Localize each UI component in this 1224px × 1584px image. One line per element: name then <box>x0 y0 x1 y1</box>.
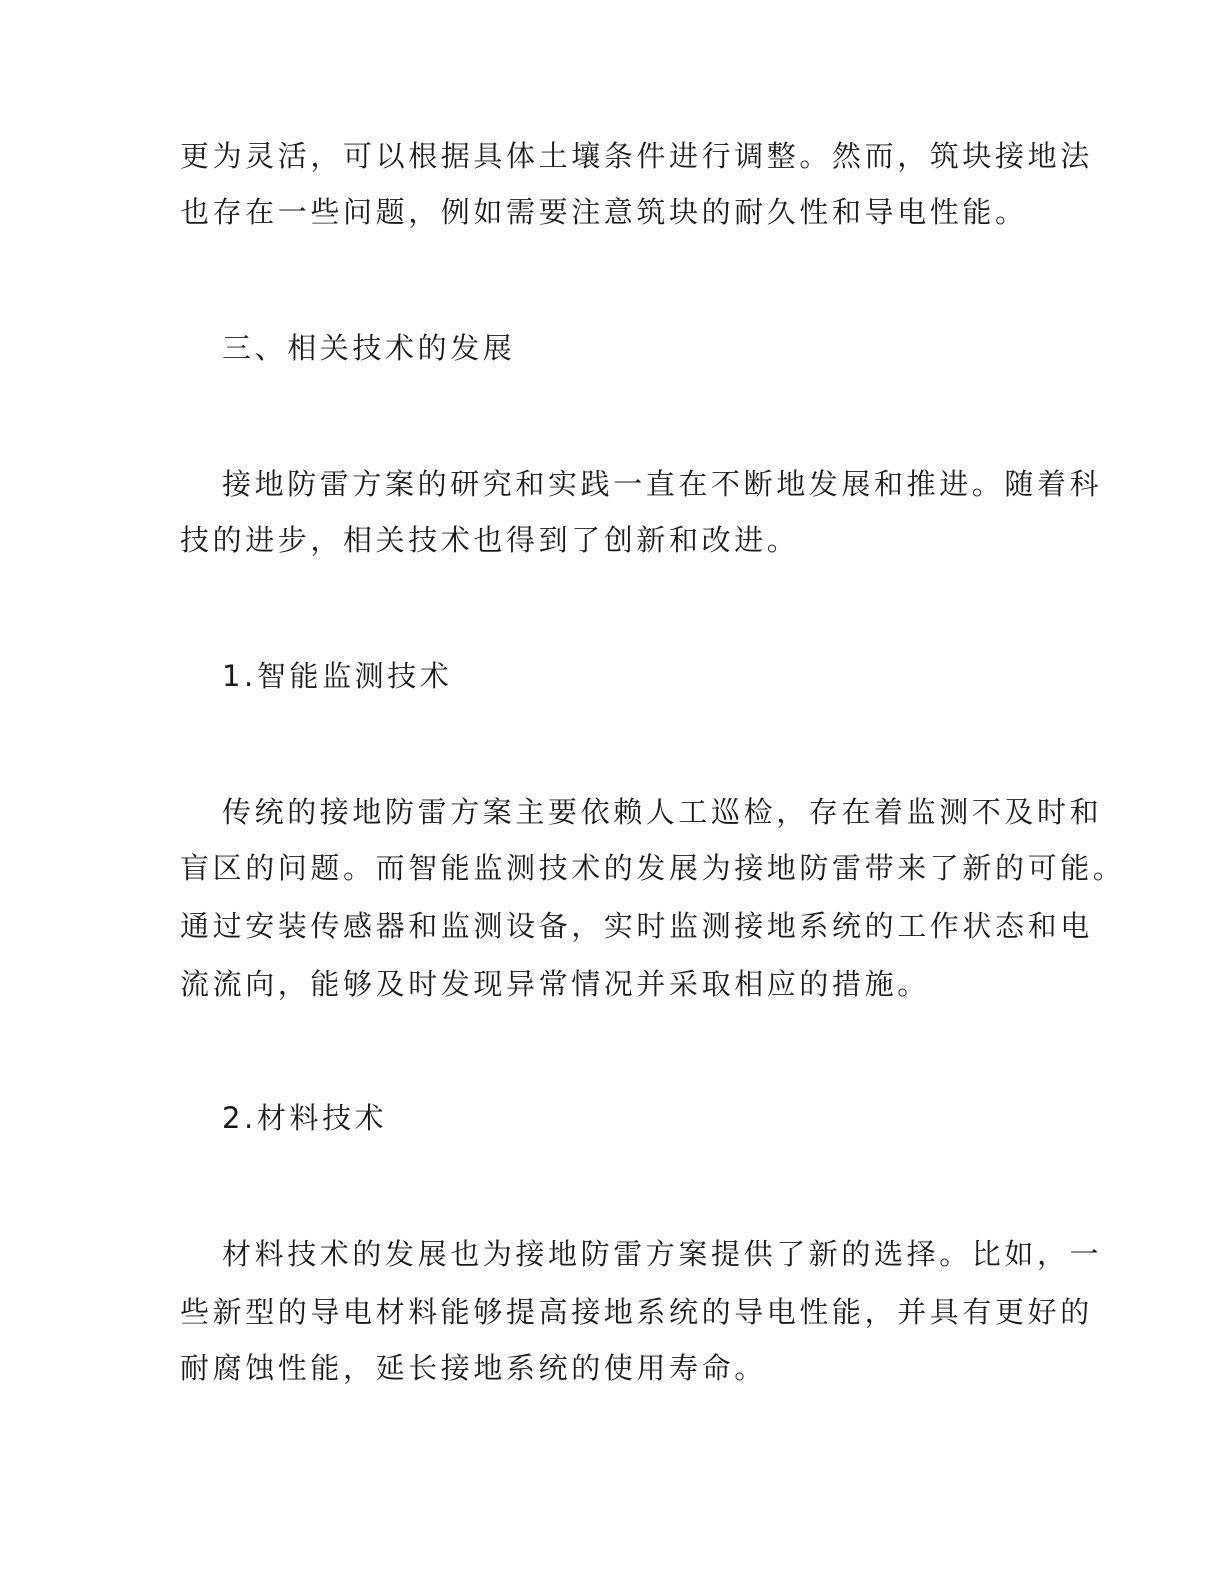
paragraph-line: 更为灵活，可以根据具体土壤条件进行调整。然而，筑块接地法 <box>180 139 1093 173</box>
paragraph-line: 耐腐蚀性能，延长接地系统的使用寿命。 <box>180 1351 767 1385</box>
paragraph-line: 也存在一些问题，例如需要注意筑块的耐久性和导电性能。 <box>180 195 1028 229</box>
paragraph-line: 接地防雷方案的研究和实践一直在不断地发展和推进。随着科 <box>222 467 1103 501</box>
paragraph-line: 传统的接地防雷方案主要依赖人工巡检，存在着监测不及时和 <box>222 795 1103 829</box>
paragraph-line: 通过安装传感器和监测设备，实时监测接地系统的工作状态和电 <box>180 909 1093 943</box>
section-heading: 三、相关技术的发展 <box>222 331 516 365</box>
subsection-heading: 2.材料技术 <box>222 1101 388 1135</box>
paragraph-line: 些新型的导电材料能够提高接地系统的导电性能，并具有更好的 <box>180 1295 1093 1329</box>
paragraph-line: 材料技术的发展也为接地防雷方案提供了新的选择。比如，一 <box>222 1237 1103 1271</box>
subsection-heading: 1.智能监测技术 <box>222 659 453 693</box>
paragraph-line: 盲区的问题。而智能监测技术的发展为接地防雷带来了新的可能。 <box>180 851 1126 885</box>
paragraph-line: 流流向，能够及时发现异常情况并采取相应的措施。 <box>180 967 930 1001</box>
paragraph-line: 技的进步，相关技术也得到了创新和改进。 <box>180 523 800 557</box>
